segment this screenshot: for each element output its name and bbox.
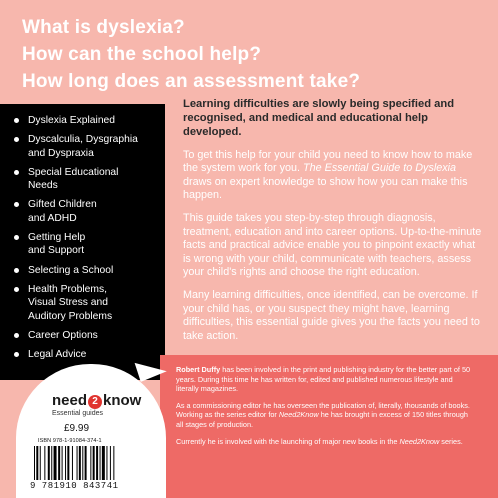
bio-paragraph: [176, 365, 476, 394]
list-item: [14, 329, 162, 342]
bio-text: series.: [441, 436, 463, 446]
publisher-tagline: Essential guides: [52, 410, 103, 417]
barcode-number: 9 781910 843741: [30, 481, 119, 491]
headline: What is dyslexia?: [22, 17, 185, 38]
list-item-label: Career Options: [28, 329, 98, 341]
contents-list: [14, 114, 162, 367]
body-paragraph: Many learning difficulties, once identified, can be overcome. If your child has, or you suspect they might have, learning difficulties, this essential guide gives you the facts you need to take action.: [183, 288, 480, 342]
price-label: £9.99: [64, 423, 90, 434]
list-item: [14, 283, 162, 323]
bio-text: As a commissioning editor he has overseen the publication of, literally, thousands of books. Working as the series editor for: [176, 400, 470, 420]
list-item-label: Dyslexia Explained: [28, 115, 115, 126]
logo-text: know: [103, 392, 142, 409]
bullet-icon: [14, 170, 19, 175]
list-item-label: Gifted Children and ADHD: [28, 199, 97, 224]
barcode-icon: [34, 446, 144, 480]
author-name: Robert Duffy: [176, 365, 221, 374]
bullet-icon: [14, 268, 19, 273]
bullet-icon: [14, 118, 19, 123]
body-paragraph: [183, 149, 483, 203]
series-name: Need2Know: [399, 436, 440, 446]
lead-paragraph: Learning difficulties are slowly being specified and recognised, and medical and educational help developed.: [183, 98, 455, 139]
bio-text: he has brought in excess of 150 titles through all stages of production.: [176, 410, 468, 429]
bullet-icon: [14, 352, 19, 357]
bullet-icon: [14, 287, 19, 292]
list-item: [14, 114, 162, 127]
publisher-logo: [52, 392, 141, 409]
paragraph-text: To get this help for your child you need to know how to make the system work for you.: [183, 148, 473, 175]
list-item: [14, 166, 162, 193]
bio-paragraph: [176, 401, 476, 430]
logo-text: need: [52, 392, 88, 409]
list-item-label: Special Educational Needs: [28, 166, 119, 192]
list-item: [14, 198, 162, 225]
list-item: [14, 133, 162, 160]
paragraph-text: draws on expert knowledge to show how you can make this happen.: [183, 175, 468, 202]
contents-sidebar: [0, 104, 165, 380]
headline: How long does an assessment take?: [22, 71, 361, 92]
bullet-icon: [14, 333, 19, 338]
list-item: [14, 264, 162, 277]
description-text: [183, 97, 483, 352]
bullet-icon: [14, 137, 19, 142]
list-item: [14, 231, 162, 258]
book-title: The Essential Guide to Dyslexia: [303, 162, 457, 175]
series-name: Need2Know: [278, 410, 319, 420]
headline: How can the school help?: [22, 44, 262, 65]
list-item-label: Dyscalculia, Dysgraphia and Dyspraxia: [28, 134, 138, 159]
body-paragraph: This guide takes you step-by-step through diagnosis, treatment, education and into career options. Up-to-the-minute facts and practical advice enable you to pinpoint exactly what is wrong with your child, communicate with teachers, assess your child's rights and choose the right education.: [183, 211, 482, 279]
bio-text: has been involved in the print and publishing industry for the better part of 50 years. During this time he has written for, edited and published numerous lifestyle and literally magazines.: [176, 365, 471, 394]
list-item-label: Getting Help and Support: [28, 232, 86, 257]
isbn-label: ISBN 978-1-91084-374-1: [38, 438, 102, 444]
headline-block: [22, 14, 492, 95]
bio-paragraph: [176, 437, 476, 447]
list-item-label: Legal Advice: [28, 349, 87, 361]
list-item-label: Selecting a School: [28, 264, 114, 276]
list-item-label: Health Problems, Visual Stress and Auditory Problems: [28, 283, 113, 322]
author-bio-panel: [160, 355, 498, 498]
bio-text: Currently he is involved with the launching of major new books in the: [176, 436, 398, 446]
bullet-icon: [14, 202, 19, 207]
bullet-icon: [14, 235, 19, 240]
logo-number-icon: 2: [88, 395, 102, 409]
list-item: [14, 348, 162, 361]
